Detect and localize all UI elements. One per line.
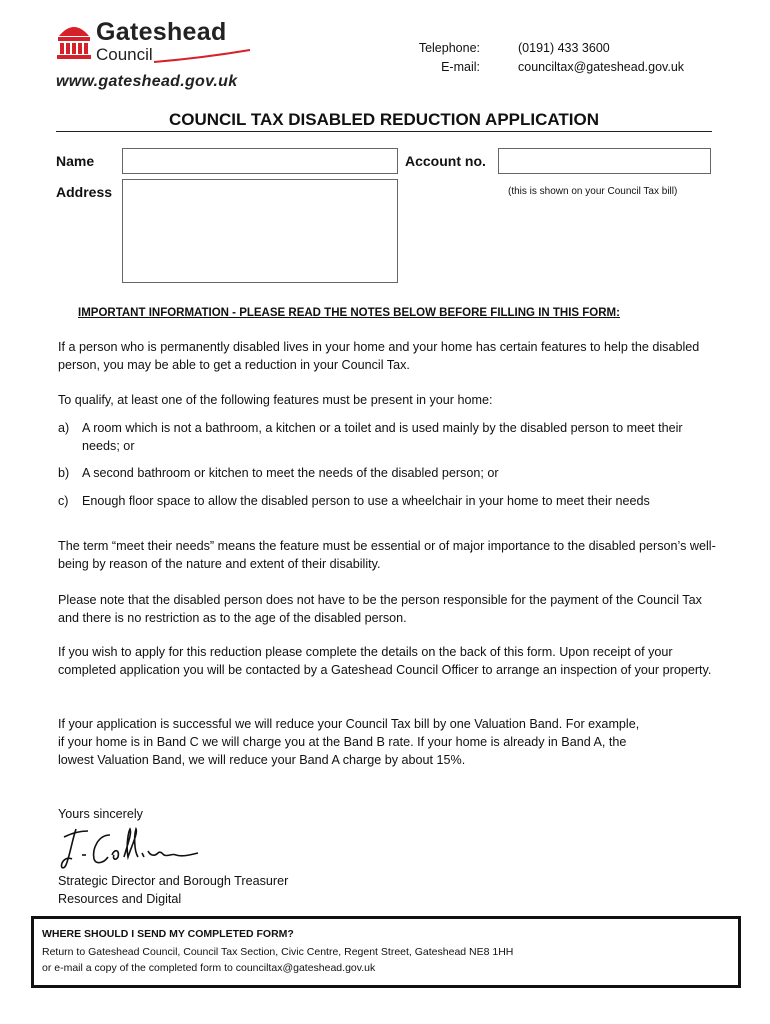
address-field[interactable]	[122, 179, 398, 283]
qualify-paragraph: To qualify, at least one of the following features must be present in your home:	[58, 393, 493, 407]
account-note: (this is shown on your Council Tax bill)	[508, 186, 678, 197]
success-paragraph: If your application is successful we will reduce your Council Tax bill by one Valuation Band. For example, if your home is in Band C we will charge you at the Band B rate. If your home is already in Band A, the lowest Valuation Band, we will reduce your Band A charge by about 15%.	[58, 717, 640, 767]
list-item-text: A second bathroom or kitchen to meet the needs of the disabled person; or	[82, 466, 499, 480]
account-number-field[interactable]	[498, 148, 711, 174]
apply-paragraph: If you wish to apply for this reduction please complete the details on the back of this form. Upon receipt of your completed application you will be contacted by a Gateshead Council Officer to arrange an inspection of your property.	[58, 645, 712, 677]
return-address: Return to Gateshead Council, Council Tax Section, Civic Centre, Regent Street, Gateshead NE8 1HH	[42, 946, 514, 958]
name-label: Name	[56, 153, 95, 169]
logo-subtitle: Council	[96, 45, 153, 64]
note-paragraph: Please note that the disabled person does not have to be the person responsible for the payment of the Council Tax and there is no restriction as to the age of the disabled person.	[58, 593, 702, 625]
list-item	[58, 492, 720, 510]
page-title: COUNCIL TAX DISABLED REDUCTION APPLICATION	[168, 110, 600, 129]
list-marker: b)	[58, 466, 70, 480]
address-label: Address	[56, 184, 113, 200]
return-heading: WHERE SHOULD I SEND MY COMPLETED FORM?	[42, 928, 294, 940]
civic-building-icon	[56, 22, 92, 60]
list-item-text: Enough floor space to allow the disabled person to use a wheelchair in your home to meet their needs	[82, 494, 650, 508]
account-label: Account no.	[405, 153, 486, 169]
list-marker: a)	[58, 421, 70, 435]
intro-paragraph: If a person who is permanently disabled lives in your home and your home has certain features to help the disabled person, you may be able to get a reduction in your Council Tax.	[58, 340, 700, 372]
return-email: or e-mail a copy of the completed form to counciltax@gateshead.gov.uk	[42, 962, 376, 974]
name-field[interactable]	[122, 148, 398, 174]
signatory-role: Strategic Director and Borough Treasurer	[58, 874, 289, 888]
list-item-text: A room which is not a bathroom, a kitchen or a toilet and is used mainly by the disabled person to meet their needs; or	[82, 421, 683, 453]
signatory-department: Resources and Digital	[58, 892, 182, 906]
list-item	[58, 464, 720, 482]
council-logo	[56, 18, 256, 98]
website-url: www.gateshead.gov.uk	[56, 73, 238, 90]
important-heading: IMPORTANT INFORMATION - PLEASE READ THE NOTES BELOW BEFORE FILLING IN THIS FORM:	[78, 307, 620, 319]
email-value: counciltax@gateshead.gov.uk	[518, 60, 685, 74]
logo-swoosh	[152, 48, 252, 64]
signature-image	[58, 825, 208, 873]
list-marker: c)	[58, 494, 69, 508]
return-instructions-box	[31, 916, 741, 988]
title-divider	[56, 131, 712, 132]
logo-wordmark: Gateshead	[96, 18, 227, 46]
term-paragraph: The term “meet their needs” means the feature must be essential or of major importance to the disabled person’s well-being by reason of the nature and extent of their disability.	[58, 539, 716, 571]
list-item	[58, 419, 720, 455]
telephone-label: Telephone:	[418, 41, 480, 55]
telephone-value: (0191) 433 3600	[518, 41, 610, 55]
closing-line: Yours sincerely	[58, 807, 143, 821]
email-label: E-mail:	[441, 60, 480, 74]
